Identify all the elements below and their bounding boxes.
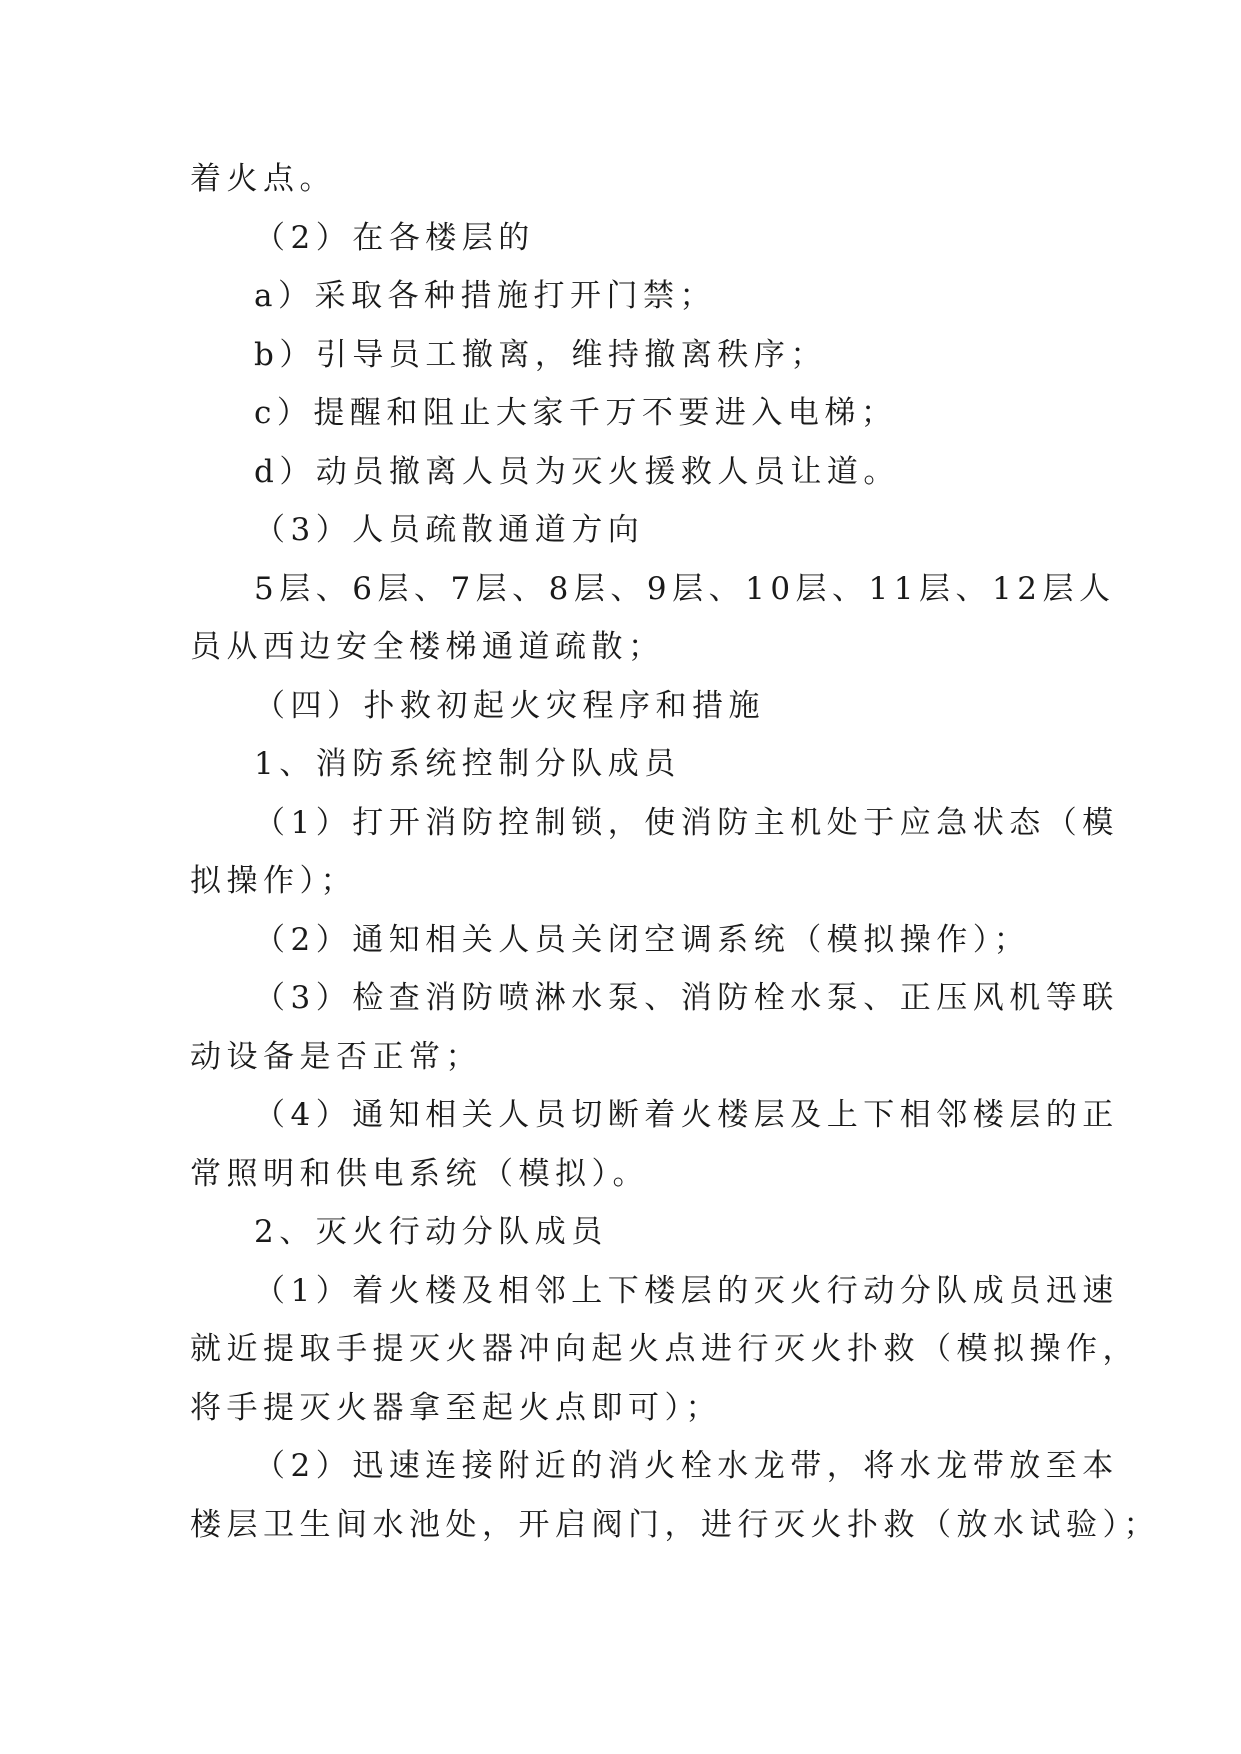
text-line: 着火点。 (190, 161, 336, 197)
text-line: 楼层卫生间水池处，开启阀门，进行灭火扑救（放水试验）； (190, 1506, 1160, 1543)
text-line: 就近提取手提灭火器冲向起火点进行灭火扑救（模拟操作， (190, 1331, 1139, 1367)
text-line: （1）着火楼及相邻上下楼层的灭火行动分队成员迅速 (254, 1272, 1119, 1309)
text-line: 将手提灭火器拿至起火点即可）； (190, 1389, 722, 1426)
text-line: d）动员撤离人员为灭火援救人员让道。 (254, 453, 900, 490)
text-line: （2）通知相关人员关闭空调系统（模拟操作）； (254, 921, 1031, 958)
text-line: （四）扑救初起火灾程序和措施 (254, 687, 765, 724)
text-line: 1、消防系统控制分队成员 (254, 746, 681, 782)
document-page (190, 150, 1160, 1554)
text-line: a）采取各种措施打开门禁； (254, 278, 716, 314)
text-line: （2）迅速连接附近的消火栓水龙带，将水龙带放至本 (254, 1448, 1119, 1484)
text-line: 拟操作）； (190, 863, 357, 899)
text-line: 动设备是否正常； (190, 1038, 482, 1075)
text-line: c）提醒和阻止大家千万不要进入电梯； (254, 395, 898, 431)
text-line: 员从西边安全楼梯通道疏散； (190, 629, 665, 665)
text-line: （2）在各楼层的 (254, 219, 535, 256)
text-line: 常照明和供电系统（模拟）。 (190, 1155, 649, 1192)
text-line: 5层、6层、7层、8层、9层、10层、11层、12层人 (254, 570, 1116, 607)
text-line: （3）检查消防喷淋水泵、消防栓水泵、正压风机等联 (254, 980, 1119, 1016)
text-line: 2、灭火行动分队成员 (254, 1214, 608, 1250)
text-line: （1）打开消防控制锁，使消防主机处于应急状态（模 (254, 804, 1119, 841)
text-line: （4）通知相关人员切断着火楼层及上下相邻楼层的正 (254, 1097, 1119, 1133)
text-line: b）引导员工撤离，维持撤离秩序； (254, 336, 827, 373)
text-line: （3）人员疏散通道方向 (254, 512, 645, 548)
